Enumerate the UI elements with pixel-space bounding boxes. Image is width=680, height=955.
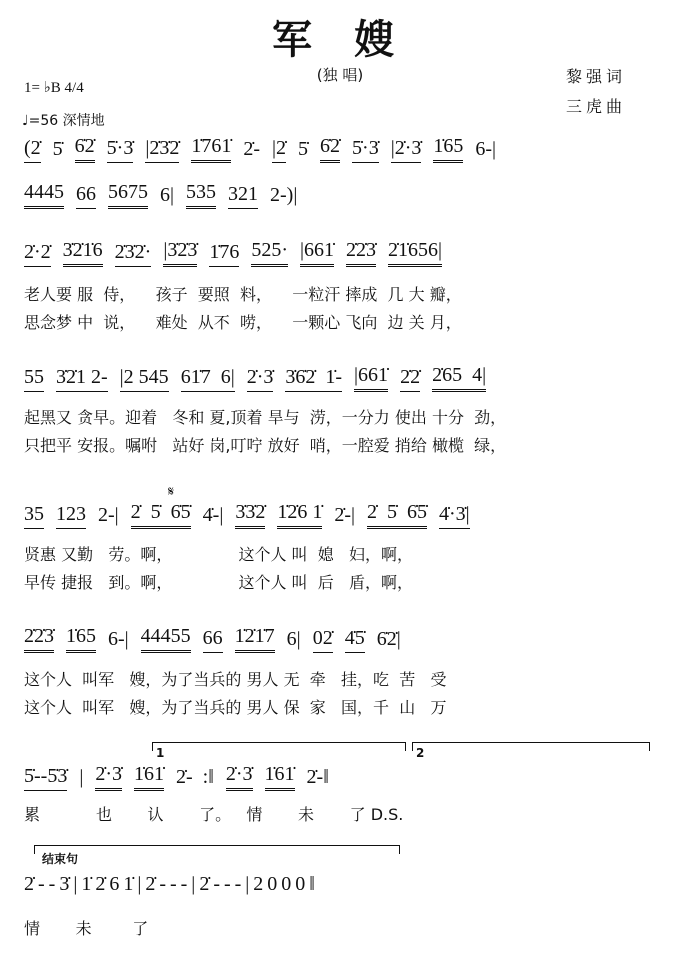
note-group: | — [79, 766, 84, 788]
note-group: |661̇ — [354, 363, 388, 392]
notation-line-4 — [24, 363, 486, 392]
note-group: 3̇6̇2̇ 1̇- — [285, 365, 342, 392]
note-group: 2̇·3̇ — [247, 365, 274, 392]
note-group: 123 — [56, 502, 86, 529]
key-signature: 1= ♭B 4/4 — [24, 80, 84, 96]
lyrics-line-6-verse-1: 这个人 叫军 嫂，为了当兵的 男人 无 牵 挂，吃 苦 受 — [24, 670, 447, 689]
lyrics-line-5-verse-1: 贤惠 又勤 劳。啊， 这个人 叫 媳 妇，啊， — [24, 545, 413, 564]
lyricist-credit: 黎强词 — [566, 67, 627, 86]
note-group: 1̇65 — [66, 624, 96, 653]
note-group: 1̇761̇ — [191, 134, 231, 163]
note-group: 2̇- — [243, 138, 261, 160]
note-group: 2̇-| — [334, 504, 356, 526]
note-group: 1̇76 — [209, 240, 239, 267]
note-group: (2̇ — [24, 136, 41, 163]
note-group: |2̇·3̇ — [391, 136, 422, 163]
note-group: 2̇3̇2̇· — [115, 240, 152, 267]
note-group: 1̇65 — [433, 134, 463, 163]
note-group: 6-| — [475, 138, 497, 160]
note-group: 1̇61̇ — [134, 762, 164, 791]
first-ending-number: 1 — [156, 746, 165, 760]
note-group: |2̇ — [272, 136, 286, 163]
note-group: 6-| — [108, 628, 129, 650]
note-group: 6| — [286, 628, 301, 650]
lyrics-line-7: 累 也 认 了。 情 未 了 D.S. — [24, 805, 404, 824]
second-ending-number: 2 — [416, 746, 425, 760]
note-group: 3̇2̇1̇6 — [63, 238, 103, 267]
note-group: 2̇ 5̇ 6̇5̇ — [367, 500, 427, 529]
composer-credit: 三虎曲 — [566, 97, 627, 116]
performance-type: (独 唱) — [316, 66, 364, 84]
note-group: 5̇ — [52, 138, 63, 160]
note-group: 2̇·2̇ — [24, 240, 51, 267]
note-group: |661̇ — [300, 238, 334, 267]
note-group: 2̇65 4| — [432, 363, 486, 392]
lyrics-line-3-verse-2: 思念梦 中 说， 难处 从不 唠， 一颗心 飞向 边 关 月， — [24, 313, 462, 332]
note-group: 3̇2̇1 2- — [56, 365, 108, 392]
notation-line-6 — [24, 624, 401, 653]
note-group: 1̇61̇ — [265, 762, 295, 791]
note-group: 321 — [228, 182, 258, 209]
note-group: 1̇2̇6 1̇ — [277, 500, 322, 529]
note-group: 66 — [76, 182, 96, 209]
note-group: 2̇ 5̇ 6̇5̇ — [131, 500, 191, 529]
note-group: 2-| — [98, 504, 119, 526]
note-group: 4445 — [24, 180, 64, 209]
note-group: 55 — [24, 365, 44, 392]
note-group: 5̇·3̇ — [352, 136, 379, 163]
note-group: 4̇-| — [202, 504, 224, 526]
lyrics-line-5-verse-2: 早传 捷报 到。啊， 这个人 叫 后 盾，啊， — [24, 573, 413, 592]
note-group: 2̇·3̇ — [95, 762, 122, 791]
note-group: 5̇--5̇3̇ — [24, 764, 67, 791]
note-group: 2̇2̇ — [400, 365, 420, 392]
note-group: 2̇-‖ — [306, 766, 329, 788]
note-group: 2̇- :‖ — [176, 766, 214, 788]
note-group: 1̇2̇1̇7 — [235, 624, 275, 653]
note-group: 44455 — [141, 624, 191, 653]
note-group: 6̇2̇| — [376, 628, 401, 650]
notation-line-5 — [24, 500, 470, 529]
note-group: 535 — [186, 180, 216, 209]
note-group: 6| — [160, 184, 175, 206]
note-group: 5̇·3̇ — [107, 136, 134, 163]
note-group: 5675 — [108, 180, 148, 209]
segno-sign: 𝄋 — [168, 484, 175, 500]
notation-line-3 — [24, 238, 442, 267]
note-group: 3̇3̇2̇ — [235, 500, 265, 529]
note-group: 2-)| — [270, 184, 298, 206]
note-group: 5̇ — [298, 138, 309, 160]
notation-line-2 — [24, 180, 297, 209]
note-group: |3̇2̇3̇ — [163, 238, 197, 267]
lyrics-line-4-verse-1: 起黑又 贪早。迎着 冬和 夏,顶着 旱与 涝，一分力 使出 十分 劲， — [24, 408, 507, 427]
note-group: 525· — [251, 238, 288, 267]
lyrics-line-8: 情 未 了 — [24, 919, 149, 938]
first-ending-bracket — [152, 742, 406, 751]
note-group: 2̇--3̇|1̇2̇61̇|2̇---|2̇---|2000‖ — [24, 873, 319, 895]
note-group: 2̇·3̇ — [226, 762, 253, 791]
song-title: 军 嫂 — [272, 17, 408, 63]
note-group: |2 545 — [120, 365, 169, 392]
lyrics-line-3-verse-1: 老人要 服 侍， 孩子 要照 料， 一粒汗 摔成 几 大 瓣， — [24, 285, 462, 304]
note-group: 2̇1̇656| — [388, 238, 442, 267]
note-group: 6̇2̇ — [320, 134, 340, 163]
note-group: 66 — [203, 626, 223, 653]
note-group: 6̇2̇ — [75, 134, 95, 163]
note-group: 02̇ — [313, 626, 333, 653]
notation-line-7 — [24, 762, 329, 791]
notation-line-8 — [24, 872, 319, 898]
note-group: 2̇2̇3̇ — [24, 624, 54, 653]
coda-bracket — [34, 845, 400, 854]
note-group: |2̇3̇2̇ — [145, 136, 179, 163]
lyrics-line-6-verse-2: 这个人 叫军 嫂，为了当兵的 男人 保 家 国，千 山 万 — [24, 698, 447, 717]
note-group: 4̇·3̇| — [439, 502, 470, 529]
note-group: 2̇2̇3̇ — [346, 238, 376, 267]
note-group: 4̇5̇ — [345, 626, 365, 653]
tempo-marking: ♩=56 深情地 — [22, 113, 105, 129]
second-ending-bracket — [412, 742, 650, 751]
coda-label: 结束句 — [42, 852, 79, 866]
note-group: 61̇7 6| — [181, 365, 235, 392]
lyrics-line-4-verse-2: 只把平 安报。嘱咐 站好 岗,叮咛 放好 哨，一腔爱 捎给 橄榄 绿， — [24, 436, 507, 455]
notation-line-1 — [24, 134, 496, 163]
note-group: 35 — [24, 502, 44, 529]
